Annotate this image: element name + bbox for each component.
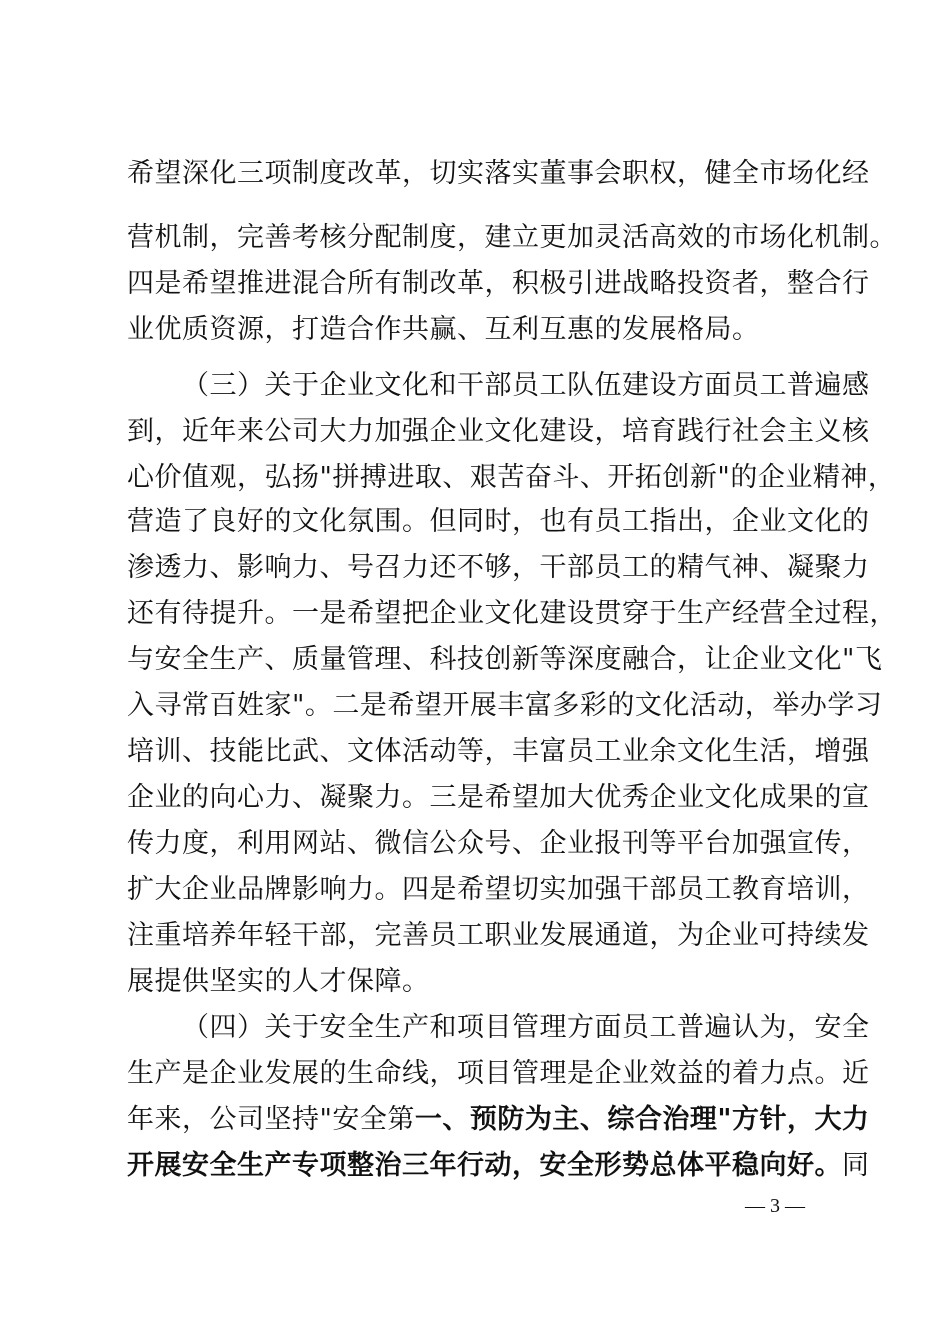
text-line: 传力度，利用网站、微信公众号、企业报刊等平台加强宣传，: [127, 828, 870, 859]
page-number: — 3 —: [745, 1195, 805, 1217]
text-line: 还有待提升。一是希望把企业文化建设贯穿于生产经营全过程，: [127, 598, 897, 629]
text-line: 业优质资源，打造合作共赢、互利互惠的发展格局。: [127, 314, 760, 345]
text-line: 生产是企业发展的生命线，项目管理是企业效益的着力点。近: [127, 1058, 870, 1089]
section-heading-line: （三）关于企业文化和干部员工队伍建设方面员工普遍感: [182, 370, 870, 401]
text-line: 到，近年来公司大力加强企业文化建设，培育践行社会主义核: [127, 416, 870, 447]
text-line: 展提供坚实的人才保障。: [127, 966, 430, 997]
text-segment-bold: 一、预防为主、综合治理"方针，大力: [414, 1104, 870, 1135]
text-line: 扩大企业品牌影响力。四是希望切实加强干部员工教育培训，: [127, 874, 870, 905]
text-line: 希望深化三项制度改革，切实落实董事会职权，健全市场化经: [127, 158, 870, 189]
text-line: 企业的向心力、凝聚力。三是希望加大优秀企业文化成果的宣: [127, 782, 870, 813]
section-heading-line: （四）关于安全生产和项目管理方面员工普遍认为，安全: [182, 1012, 870, 1043]
text-line-mixed: [127, 1102, 870, 1138]
text-line: 与安全生产、质量管理、科技创新等深度融合，让企业文化"飞: [127, 644, 883, 675]
text-line: 心价值观，弘扬"拼搏进取、艰苦奋斗、开拓创新"的企业精神，: [127, 462, 896, 493]
text-line-mixed: [127, 1148, 870, 1184]
text-line: 渗透力、影响力、号召力还不够，干部员工的精气神、凝聚力: [127, 552, 870, 583]
text-segment: 同: [842, 1150, 870, 1181]
text-line: 营机制，完善考核分配制度，建立更加灵活高效的市场化机制。: [127, 222, 897, 253]
text-line: 注重培养年轻干部，完善员工职业发展通道，为企业可持续发: [127, 920, 870, 951]
text-line: 营造了良好的文化氛围。但同时，也有员工指出，企业文化的: [127, 506, 870, 537]
text-segment: 年来，公司坚持"安全第: [127, 1104, 415, 1135]
text-line: 四是希望推进混合所有制改革，积极引进战略投资者，整合行: [127, 268, 870, 299]
text-segment-bold: 开展安全生产专项整治三年行动，安全形势总体平稳向好。: [127, 1150, 842, 1181]
text-line: 入寻常百姓家"。二是希望开展丰富多彩的文化活动，举办学习: [127, 690, 883, 721]
text-line: 培训、技能比武、文体活动等，丰富员工业余文化生活，增强: [127, 736, 870, 767]
